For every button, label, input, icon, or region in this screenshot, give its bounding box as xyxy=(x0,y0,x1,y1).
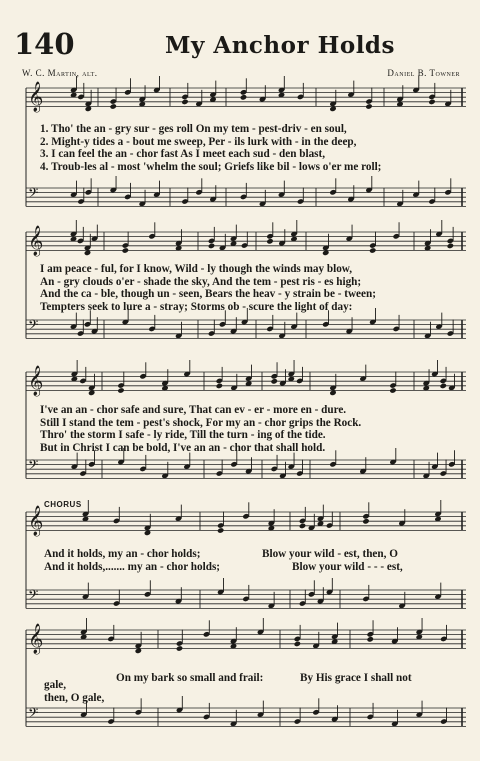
note-head xyxy=(208,243,215,249)
lyric-line: 4. Troub-les al - most 'whelm the soul; Griefs like bil - lows o'er me roll; xyxy=(40,160,382,173)
verse-lyrics-system-1 xyxy=(40,123,464,173)
chorus-label: CHORUS xyxy=(44,500,82,509)
verse-lyrics-system-2 xyxy=(40,263,464,313)
chorus-lyric: gale, xyxy=(44,679,67,691)
note-head xyxy=(240,94,247,100)
note-head xyxy=(181,99,188,105)
note-head xyxy=(440,383,447,389)
verse-lyrics-system-3 xyxy=(40,404,464,454)
note-head xyxy=(271,378,278,384)
hymn-title: My Anchor Holds xyxy=(165,32,395,59)
music-credit: Daniel B. Towner xyxy=(387,68,460,78)
treble-clef-icon: 𝄞 xyxy=(28,506,44,536)
chorus-lyric: then, O gale, xyxy=(44,692,105,704)
chorus-lyric: By His grace I shall not xyxy=(300,672,412,684)
chorus-lyric: On my bark so small and frail: xyxy=(116,672,264,684)
note-head xyxy=(299,523,306,529)
bass-clef-icon: 𝄢 xyxy=(28,317,39,336)
bass-clef-icon: 𝄢 xyxy=(28,457,39,476)
treble-clef-icon: 𝄞 xyxy=(28,624,44,654)
note-head xyxy=(367,636,374,642)
note-head xyxy=(294,641,301,647)
lyric-line: I am peace - ful, for I know, Wild - ly though the winds may blow, xyxy=(40,263,353,275)
lyric-line: 3. I can feel the an - chor fast As I meet each sud - den blast, xyxy=(40,148,326,161)
note-head xyxy=(266,238,273,244)
treble-clef-icon: 𝄞 xyxy=(28,82,44,112)
bass-clef-icon: 𝄢 xyxy=(28,185,39,204)
chorus-lyric: Blow your wild - est, then, O xyxy=(262,548,398,560)
note-head xyxy=(365,103,372,109)
note-head xyxy=(389,387,396,393)
lyric-line: Thro' the storm I safe - ly ride, Till the turn - ing of the tide. xyxy=(40,429,326,442)
treble-clef-icon: 𝄞 xyxy=(28,226,44,256)
note-head xyxy=(216,383,223,389)
lyric-line: 2. Might-y tides a - bout me sweep, Per - ils lurk with - in the deep, xyxy=(40,135,357,148)
chorus-lyric: Blow your wild - - - est, xyxy=(292,561,403,573)
lyric-line: Still I stand the tem - pest's shock, For my an - chor grips the Rock. xyxy=(40,416,362,429)
lyric-line: 1. Tho' the an - gry sur - ges roll On my tem - pest-driv - en soul, xyxy=(40,123,347,135)
note-head xyxy=(110,103,117,109)
note-head xyxy=(428,99,435,105)
lyric-line: But in Christ I can be bold, I've an an - chor that shall hold. xyxy=(40,441,326,454)
lyric-line: I've an an - chor safe and sure, That can ev - er - more en - dure. xyxy=(40,404,347,416)
treble-clef-icon: 𝄞 xyxy=(28,366,44,396)
hymn-number: 140 xyxy=(14,27,75,61)
note-head xyxy=(369,247,376,253)
note-head xyxy=(117,387,124,393)
words-credit: W. C. Martin, alt. xyxy=(22,68,98,78)
bass-clef-icon: 𝄢 xyxy=(28,705,39,724)
bass-clef-icon: 𝄢 xyxy=(28,587,39,606)
note-head xyxy=(217,527,224,533)
note-head xyxy=(362,518,369,524)
note-head xyxy=(447,243,454,249)
lyric-line: Tempters seek to lure a - stray; Storms ob - scure the light of day: xyxy=(40,300,353,313)
chorus-lyric: And it holds, my an - chor holds; xyxy=(44,548,201,560)
note-head xyxy=(176,645,183,651)
chorus-lyric: And it holds,....... my an - chor holds; xyxy=(44,561,221,573)
note-head xyxy=(122,247,129,253)
lyric-line: An - gry clouds o'er - shade the sky, And the tem - pest ris - es high; xyxy=(40,275,362,288)
lyric-line: And the ca - ble, though un - seen, Bears the heav - y strain be - tween; xyxy=(40,288,376,301)
